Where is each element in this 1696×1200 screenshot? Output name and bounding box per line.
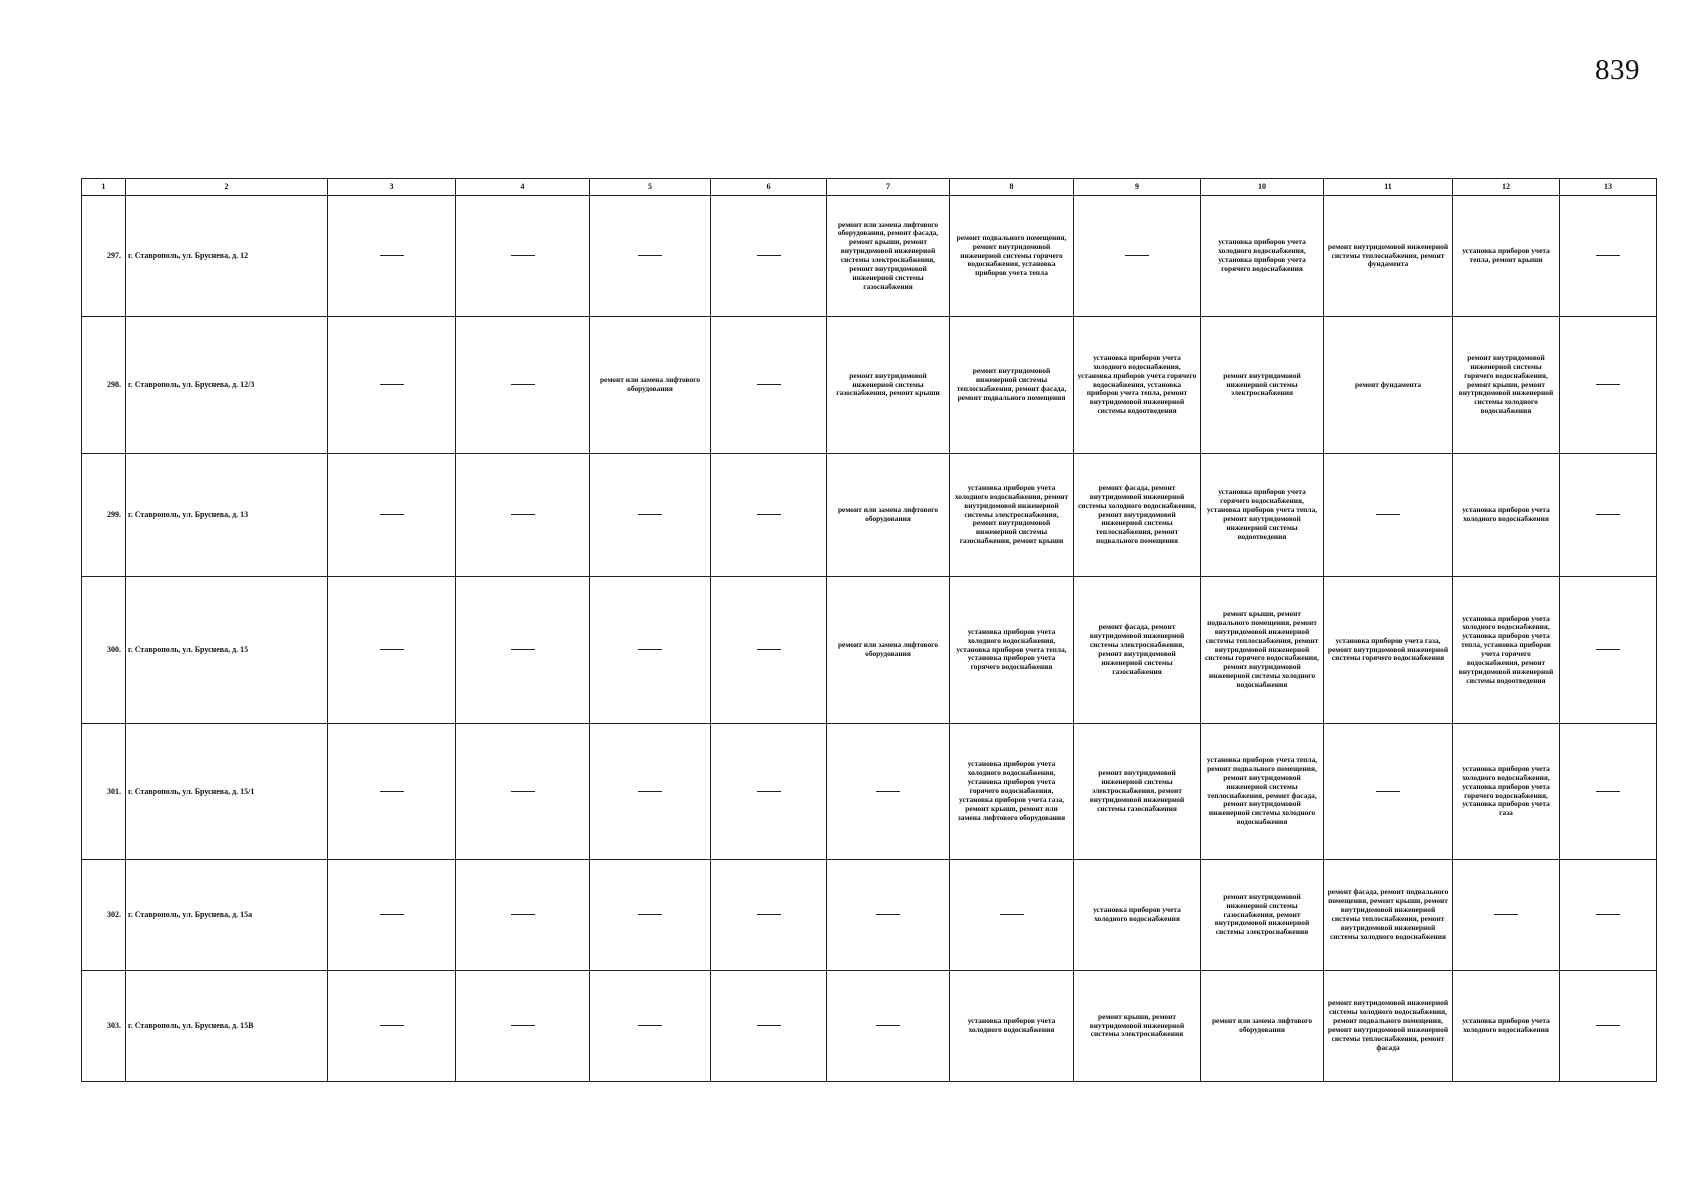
empty-dash xyxy=(1000,914,1024,915)
column-header-9: 9 xyxy=(1074,179,1201,196)
empty-dash xyxy=(1596,791,1620,792)
cell-col-11 xyxy=(1324,454,1453,577)
address-cell: г. Ставрополь, ул. Бруснева, д. 15 xyxy=(126,577,328,724)
empty-dash xyxy=(511,914,535,915)
empty-dash xyxy=(876,914,900,915)
cell-col-7: ремонт или замена лифтового оборудования xyxy=(827,577,950,724)
column-header-3: 3 xyxy=(328,179,456,196)
cell-col-11: ремонт фундамента xyxy=(1324,317,1453,454)
cell-col-4 xyxy=(456,196,590,317)
cell-col-5 xyxy=(590,971,711,1082)
cell-col-13 xyxy=(1560,317,1657,454)
table-row xyxy=(82,860,1657,971)
cell-col-10: установка приборов учета тепла, ремонт подвального помещения, ремонт внутридомовой инженерной системы теплоснабжения, ремонт фасада, ремонт внутридомовой инженерной системы холодного водоснабжения xyxy=(1201,724,1324,860)
table-row xyxy=(82,577,1657,724)
address-cell: г. Ставрополь, ул. Бруснева, д. 12 xyxy=(126,196,328,317)
cell-col-12: установка приборов учета холодного водоснабжения xyxy=(1453,971,1560,1082)
cell-col-6 xyxy=(711,196,827,317)
cell-col-6 xyxy=(711,317,827,454)
empty-dash xyxy=(757,384,781,385)
empty-dash xyxy=(876,791,900,792)
empty-dash xyxy=(638,649,662,650)
cell-col-13 xyxy=(1560,454,1657,577)
empty-dash xyxy=(380,514,404,515)
cell-col-12: установка приборов учета холодного водоснабжения, установка приборов учета горячего водоснабжения, установка приборов учета газа xyxy=(1453,724,1560,860)
cell-col-11: ремонт фасада, ремонт подвального помещения, ремонт крыши, ремонт внутридомовой инженерной системы теплоснабжения, ремонт внутридомовой инженерной системы холодного водоснабжения xyxy=(1324,860,1453,971)
table-row xyxy=(82,454,1657,577)
cell-col-6 xyxy=(711,724,827,860)
cell-col-9: ремонт крыши, ремонт внутридомовой инженерной системы электроснабжения xyxy=(1074,971,1201,1082)
column-header-1: 1 xyxy=(82,179,126,196)
empty-dash xyxy=(1596,384,1620,385)
cell-col-4 xyxy=(456,971,590,1082)
empty-dash xyxy=(876,1025,900,1026)
table-row xyxy=(82,971,1657,1082)
empty-dash xyxy=(1596,255,1620,256)
cell-col-12: установка приборов учета холодного водоснабжения, установка приборов учета тепла, установка приборов учета горячего водоснабжения, ремонт внутридомовой инженерной системы водоотведения xyxy=(1453,577,1560,724)
cell-col-10: ремонт внутридомовой инженерной системы газоснабжения, ремонт внутридомовой инженерной системы электроснабжения xyxy=(1201,860,1324,971)
table-row xyxy=(82,196,1657,317)
cell-col-3 xyxy=(328,860,456,971)
empty-dash xyxy=(757,649,781,650)
empty-dash xyxy=(1596,1025,1620,1026)
empty-dash xyxy=(757,514,781,515)
empty-dash xyxy=(380,791,404,792)
cell-col-9: установка приборов учета холодного водоснабжения xyxy=(1074,860,1201,971)
cell-col-3 xyxy=(328,724,456,860)
cell-col-4 xyxy=(456,317,590,454)
cell-col-9: ремонт фасада, ремонт внутридомовой инженерной системы холодного водоснабжения, ремонт внутридомовой инженерной системы теплоснабжения, ремонт подвального помещения xyxy=(1074,454,1201,577)
row-number: 298. xyxy=(82,317,126,454)
empty-dash xyxy=(380,649,404,650)
cell-col-6 xyxy=(711,454,827,577)
address-cell: г. Ставрополь, ул. Бруснева, д. 13 xyxy=(126,454,328,577)
cell-col-9: установка приборов учета холодного водоснабжения, установка приборов учета горячего водоснабжения, установка приборов учета тепла, ремонт внутридомовой инженерной системы водоотведения xyxy=(1074,317,1201,454)
empty-dash xyxy=(1125,255,1149,256)
address-cell: г. Ставрополь, ул. Бруснева, д. 15В xyxy=(126,971,328,1082)
cell-col-8: ремонт подвального помещения, ремонт внутридомовой инженерной системы горячего водоснабжения, установка приборов учета тепла xyxy=(950,196,1074,317)
cell-col-8: ремонт внутридомовой инженерной системы теплоснабжения, ремонт фасада, ремонт подвального помещения xyxy=(950,317,1074,454)
cell-col-10: установка приборов учета горячего водоснабжения, установка приборов учета тепла, ремонт внутридомовой инженерной системы водоотведения xyxy=(1201,454,1324,577)
column-header-8: 8 xyxy=(950,179,1074,196)
cell-col-4 xyxy=(456,577,590,724)
cell-col-7: ремонт внутридомовой инженерной системы газоснабжения, ремонт крыши xyxy=(827,317,950,454)
address-cell: г. Ставрополь, ул. Бруснева, д. 15а xyxy=(126,860,328,971)
empty-dash xyxy=(757,914,781,915)
address-cell: г. Ставрополь, ул. Бруснева, д. 12/3 xyxy=(126,317,328,454)
cell-col-4 xyxy=(456,454,590,577)
cell-col-8: установка приборов учета холодного водоснабжения, ремонт внутридомовой инженерной системы электроснабжения, ремонт внутридомовой инженерной системы газоснабжения, ремонт крыши xyxy=(950,454,1074,577)
empty-dash xyxy=(638,514,662,515)
empty-dash xyxy=(511,1025,535,1026)
cell-col-7: ремонт или замена лифтового оборудования xyxy=(827,454,950,577)
cell-col-7 xyxy=(827,724,950,860)
row-number: 299. xyxy=(82,454,126,577)
empty-dash xyxy=(638,255,662,256)
cell-col-5 xyxy=(590,196,711,317)
cell-col-7 xyxy=(827,860,950,971)
empty-dash xyxy=(1596,514,1620,515)
cell-col-12: ремонт внутридомовой инженерной системы горячего водоснабжения, ремонт крыши, ремонт внутридомовой инженерной системы холодного водоснабжения xyxy=(1453,317,1560,454)
empty-dash xyxy=(380,255,404,256)
cell-col-8: установка приборов учета холодного водоснабжения, установка приборов учета горячего водоснабжения, установка приборов учета газа, ремонт крыши, ремонт или замена лифтового оборудования xyxy=(950,724,1074,860)
cell-col-13 xyxy=(1560,971,1657,1082)
cell-col-5: ремонт или замена лифтового оборудования xyxy=(590,317,711,454)
empty-dash xyxy=(1494,914,1518,915)
cell-col-10: ремонт или замена лифтового оборудования xyxy=(1201,971,1324,1082)
cell-col-12: установка приборов учета холодного водоснабжения xyxy=(1453,454,1560,577)
empty-dash xyxy=(511,384,535,385)
empty-dash xyxy=(1596,914,1620,915)
row-number: 300. xyxy=(82,577,126,724)
cell-col-9 xyxy=(1074,196,1201,317)
cell-col-7: ремонт или замена лифтового оборудования, ремонт фасада, ремонт крыши, ремонт внутридомовой инженерной системы электроснабжения, ремонт внутридомовой инженерной системы газоснабжения xyxy=(827,196,950,317)
cell-col-4 xyxy=(456,724,590,860)
cell-col-11 xyxy=(1324,724,1453,860)
cell-col-9: ремонт фасада, ремонт внутридомовой инженерной системы электроснабжения, ремонт внутридомовой инженерной системы газоснабжения xyxy=(1074,577,1201,724)
cell-col-10: установка приборов учета холодного водоснабжения, установка приборов учета горячего водоснабжения xyxy=(1201,196,1324,317)
column-header-12: 12 xyxy=(1453,179,1560,196)
column-header-6: 6 xyxy=(711,179,827,196)
column-header-4: 4 xyxy=(456,179,590,196)
cell-col-3 xyxy=(328,317,456,454)
cell-col-6 xyxy=(711,577,827,724)
cell-col-3 xyxy=(328,454,456,577)
empty-dash xyxy=(1376,791,1400,792)
column-header-2: 2 xyxy=(126,179,328,196)
cell-col-8 xyxy=(950,860,1074,971)
column-header-11: 11 xyxy=(1324,179,1453,196)
cell-col-3 xyxy=(328,196,456,317)
row-number: 302. xyxy=(82,860,126,971)
repair-schedule-table xyxy=(81,178,1657,1082)
empty-dash xyxy=(380,914,404,915)
empty-dash xyxy=(511,791,535,792)
cell-col-13 xyxy=(1560,577,1657,724)
cell-col-12: установка приборов учета тепла, ремонт крыши xyxy=(1453,196,1560,317)
cell-col-13 xyxy=(1560,724,1657,860)
cell-col-10: ремонт крыши, ремонт подвального помещения, ремонт внутридомовой инженерной системы теплоснабжения, ремонт внутридомовой инженерной системы горячего водоснабжения, ремонт внутридомовой инженерной системы холодного водоснабжения xyxy=(1201,577,1324,724)
empty-dash xyxy=(511,514,535,515)
empty-dash xyxy=(380,384,404,385)
cell-col-8: установка приборов учета холодного водоснабжения xyxy=(950,971,1074,1082)
cell-col-11: ремонт внутридомовой инженерной системы теплоснабжения, ремонт фундамента xyxy=(1324,196,1453,317)
cell-col-11: ремонт внутридомовой инженерной системы холодного водоснабжения, ремонт подвального помещения, ремонт внутридомовой инженерной системы теплоснабжения, ремонт фасада xyxy=(1324,971,1453,1082)
cell-col-9: ремонт внутридомовой инженерной системы электроснабжения, ремонт внутридомовой инженерной системы газоснабжения xyxy=(1074,724,1201,860)
cell-col-5 xyxy=(590,577,711,724)
empty-dash xyxy=(1376,514,1400,515)
cell-col-3 xyxy=(328,577,456,724)
cell-col-13 xyxy=(1560,860,1657,971)
cell-col-7 xyxy=(827,971,950,1082)
cell-col-8: установка приборов учета холодного водоснабжения, установка приборов учета тепла, установка приборов учета горячего водоснабжения xyxy=(950,577,1074,724)
empty-dash xyxy=(757,1025,781,1026)
table-header-row xyxy=(82,179,1657,196)
table-row xyxy=(82,317,1657,454)
cell-col-6 xyxy=(711,971,827,1082)
address-cell: г. Ставрополь, ул. Бруснева, д. 15/1 xyxy=(126,724,328,860)
cell-col-4 xyxy=(456,860,590,971)
empty-dash xyxy=(757,255,781,256)
empty-dash xyxy=(638,791,662,792)
empty-dash xyxy=(511,255,535,256)
cell-col-13 xyxy=(1560,196,1657,317)
cell-col-5 xyxy=(590,860,711,971)
empty-dash xyxy=(638,1025,662,1026)
column-header-10: 10 xyxy=(1201,179,1324,196)
cell-col-3 xyxy=(328,971,456,1082)
empty-dash xyxy=(757,791,781,792)
column-header-13: 13 xyxy=(1560,179,1657,196)
empty-dash xyxy=(511,649,535,650)
column-header-7: 7 xyxy=(827,179,950,196)
empty-dash xyxy=(638,914,662,915)
page-number: 839 xyxy=(1595,54,1640,86)
cell-col-5 xyxy=(590,724,711,860)
cell-col-5 xyxy=(590,454,711,577)
cell-col-10: ремонт внутридомовой инженерной системы электроснабжения xyxy=(1201,317,1324,454)
cell-col-11: установка приборов учета газа, ремонт внутридомовой инженерной системы горячего водоснабжения xyxy=(1324,577,1453,724)
row-number: 301. xyxy=(82,724,126,860)
cell-col-6 xyxy=(711,860,827,971)
row-number: 297. xyxy=(82,196,126,317)
row-number: 303. xyxy=(82,971,126,1082)
empty-dash xyxy=(380,1025,404,1026)
table-row xyxy=(82,724,1657,860)
column-header-5: 5 xyxy=(590,179,711,196)
cell-col-12 xyxy=(1453,860,1560,971)
empty-dash xyxy=(1596,649,1620,650)
